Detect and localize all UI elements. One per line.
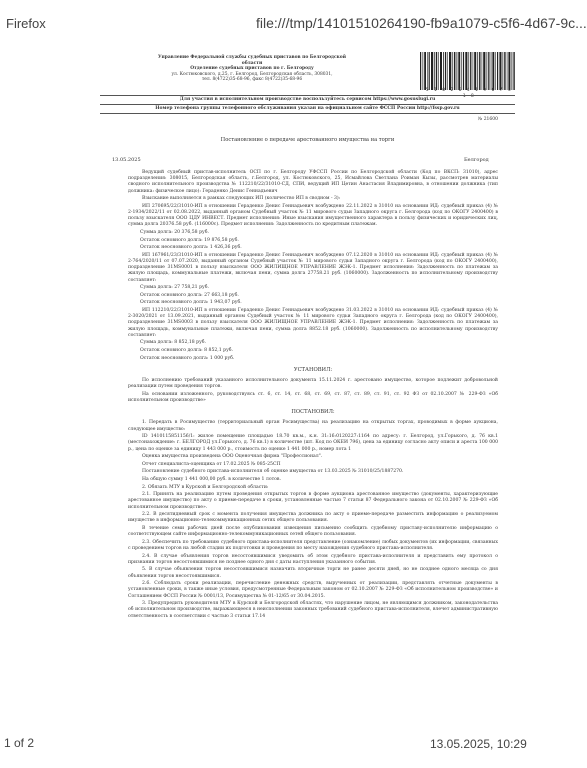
debt-line: Остаток неосновного долга: 1 426,36 руб. — [140, 245, 242, 251]
established-paragraph: На основании изложенного, руководствуясь ст. 6, ст. 14, ст. 68, ст. 69, ст. 87, ст. 89, ст. 91, ст. 92 ФЗ от 02.10.2007 № 229-ФЗ «Об исполнительном производстве» — [128, 391, 498, 403]
body-paragraph: Взыскание выполняется в рамках следующих ИП (количество ИП в сводном - 3): — [142, 196, 341, 202]
enforcement-case: ИП 270695/22/31010-ИП в отношении Гераденко Денис Геннадьевич возбуждено 22.11.2022 в 31010 на основании ИД: судебный приказ (4) № 2-1934/2022/11 от 02.08.2022, выданный органом Судебный участок № 11 мирового судьи Западного округа г. Белгорода (код по ОКОГУ 2400400) в пользу взыскателя ООО ЦДУ ИНВЕСТ. Предмет исполнения: Иные взыскания имущественного характера в пользу физических и юридических лиц, сумма долга 20376.58 руб. (116000с). Предмет исполнения: Задолженность по кредитным платежам. — [128, 203, 498, 228]
resolved-paragraph: 3. Предупредить руководителя МТУ в Курской и Белгородской областях, что нарушение лицом, не являющимся должником, законодательства об исполнительном производстве, выражающееся в неисполнении законных требований судебного пристава-исполнителя, влечет административную ответственность в соответствии с частью 3 статьи 17.14 — [128, 601, 498, 619]
document-city: Белгород — [464, 157, 489, 163]
document-id: № 21600 — [478, 117, 499, 122]
gosuslugi-notice: Для участия в исполнительном производстве воспользуйтесь сервисом https://www.gosuslugi.ru — [179, 97, 436, 102]
resolved-paragraph: 2.6. Соблюдать сроки реализации, перечисление денежных средств, вырученных от реализации, представлять отчетные документы в установленные сроки, в также иные условия, предусмотренные Федеральным законом от 02.10.2007 № 229-ФЗ «Об исполнительном производстве» и Соглашением ФССП России № 0001/13, Росимущества № 01-12/65 от 30.04.2015. — [128, 581, 498, 599]
resolved-paragraph: В течение семи рабочих дней после опубликования извещения письменно сообщить судебному приставу-исполнителю информацию о соответствующем сайте информационно-телекоммуникационных сетей общего пользования. — [128, 525, 498, 538]
resolved-paragraph: 2. Обязать МТУ в Курской и Белгородской области: — [142, 484, 269, 490]
header-divider — [100, 104, 515, 105]
resolved-paragraph: 5. В случае объявления торгов несостоявшимися назначить вторичные торги не ранее десяти дней, но не позднее одного месяца со дня объявления торгов несостоявшимися. — [128, 567, 498, 579]
resolved-paragraph: 2.2. В десятидневный срок с момента получения имущества должника по акту о приеме-передаче разместить информацию о реализуемом имуществе в информационно-телекоммуникационных сетях общего пользования. — [128, 512, 498, 524]
document-date: 13.05.2025 — [112, 157, 141, 163]
header-divider — [100, 113, 515, 114]
authority-header — [102, 55, 402, 83]
debt-line: Остаток неосновного долга: 1 000 руб. — [140, 355, 235, 361]
resolved-paragraph: Отчет специалиста-оценщика от 17.02.2025 № 085-25СП — [142, 461, 281, 467]
header-line: Управление Федеральной службы судебных приставов по Белгородской — [157, 55, 346, 60]
debt-line: Остаток неосновного долга: 1 943,07 руб. — [140, 300, 242, 306]
resolved-paragraph: 1. Передать в Росимущество (территориальный орган Росимущества) на реализацию на открытых торгах, проводимых в форме аукциона, следующее имущество: — [128, 420, 498, 432]
intro-paragraph: Ведущий судебный пристав-исполнитель ОСП по г. Белгороду УФССП России по Белгородской области (Код по ВКСП: 31010), адрес подразделения: 308015, Белгородская область, г.Белгород, ул. Костюковского, 25, Исмайлова Светлана Роиман Кызы, рассмотрев материалы сводного исполнительного производства № 112210/22/31010-СД, СПИ, ведущий ИП Цетин Анастасия Владимировна, в отношении должника (тип должника: физическое лицо): Гераденко Денис Геннадьевич — [128, 170, 498, 194]
debt-line: Остаток основного долга: 27 663,18 руб. — [140, 292, 239, 298]
header-divider — [100, 95, 515, 96]
header-address: ул. Костюковского, д.25, г. Белгород, Белгородская область, 308031, — [171, 71, 333, 77]
page-indicator: 1 of 2 — [4, 736, 35, 750]
resolved-paragraph: Оценка имущества произведена ООО Оценочная фирма "Профессионал". — [142, 454, 323, 460]
established-heading: УСТАНОВИЛ: — [293, 366, 333, 373]
header-phone: тел. 8(4722)35-68-96, факс 8(4722)35-68-96 — [201, 77, 303, 83]
resolved-paragraph: 2.1. Принять на реализацию путем проведения открытых торгов в форме аукциона арестованное имущество (документы, характеризующие арестованное имущество) по акту о приеме-передаче в сроки, установленные частью 7 статьи 87 Федерального закона от 02.10.2007 № 229-ФЗ «Об исполнительном производстве». — [128, 492, 498, 510]
resolved-paragraph: На общую сумму 1 441 000,00 руб. в количестве 1 лотов. — [142, 476, 281, 482]
browser-titlebar — [0, 0, 587, 40]
barcode-image — [420, 52, 515, 90]
enforcement-case: ИП 167961/23/31010-ИП в отношении Гераденко Денис Геннадьевич возбуждено 07.12.2020 в 31010 на основании ИД: судебный приказ (4) № 2-764/2020/11 от 07.07.2020, выданный органом Судебный участок № 11 мирового судьи Западного округа г. Белгорода (код по ОКОГУ 2400400), подразделение 31МS0001 в пользу взыскателя ООО ЖИЛИЩНОЕ УПРАВЛЕНИЕ ЖЭК-1. Предмет исполнения: Задолженность по платежам за жилую площадь, коммунальные платежи, включая пени, сумма долга 27758.21 руб. (1060000). Задолженность по исполнительному производству составляет: — [128, 252, 498, 283]
document-title: Постановление о передаче арестованного имущества на торги — [220, 137, 395, 143]
resolved-paragraph: 2.4. В случае объявления торгов несостоявшимися уведомить об этом судебного пристава-исполнителя и представить ему протокол о признании торгов несостоявшимися не позднее одного дня с даты наступления указанного события. — [128, 553, 498, 565]
document-page — [80, 40, 520, 735]
established-paragraph: По исполнению требований указанного исполнительного документа 15.11.2024 г. арестовано имущество, которое подлежит добровольной реализации путем проведения торгов. — [128, 377, 498, 390]
hotline-notice: Номер телефона группы телефонного обслуживания указан на официальном сайте ФССП России http://fssp.gov.ru — [155, 106, 460, 111]
resolved-paragraph: Постановление судебного пристава-исполнителя об оценке имущества от 13.03.2025 № 31010/25/1887270. — [142, 469, 404, 475]
resolved-paragraph: 2.3. Обеспечить по требованию судебного пристава-исполнителя представление (ознакомление) любых документов (их информации, связанных с проведением торгов на любой стадии их подготовки и проведения по месту нахождения судебного пристава-исполнителя. — [128, 539, 498, 551]
debt-line: Остаток основного долга: 19 876,58 руб. — [140, 237, 239, 243]
header-line: области — [241, 60, 263, 66]
barcode-number: 5 1 0 2 6 4 1 9 0 7 3 1 8 — [425, 88, 513, 100]
property-description: ID 1410115851156/1: жилое помещение площадью 18.70 кв.м., к.н. 31:16:0120227:1164 по адресу: г. Белгород, ул.Горького, д. 76 кв.1 (местонахождение: г. БЕЛГОРОД ул.Горького, д. 76 кв.1) в количестве (шт. Код по ОКЕИ 796), цена за единицу согласно акту описи и ареста 100 000 р., цена по оценке за единицу 1 443 000 р., стоимость по оценке 1 441 000 р., номер лота 1 — [128, 434, 498, 452]
debt-line: Сумма долга: 27 758,21 руб. — [140, 285, 209, 291]
debt-line: Сумма долга: 20 376,58 руб. — [140, 230, 209, 235]
url-text[interactable]: file:///tmp/14101510264190-fb9a1079-c5f6-4d67-9c... — [256, 15, 587, 31]
debt-line: Сумма долга: 8 852,18 руб. — [140, 340, 207, 346]
print-datetime: 13.05.2025, 10:29 — [430, 737, 527, 751]
header-line: Отделение судебных приставов по г. Белгороду — [190, 66, 314, 72]
enforcement-case: ИП 112210/22/31010-ИП в отношении Гераденко Денис Геннадьевич возбуждено 31.03.2022 в 31010 на основании ИД: судебный приказ (4) № 2-3020/2021 от 13.09.2021, выданный органом Судебный участок № 11 мирового судьи Западного округа г. Белгорода (код по ОКОГУ 2400400), подразделение 31МS0003 в пользу взыскателя ООО ЖИЛИЩНОЕ УПРАВЛЕНИЕ ЖЭК-1. Предмет исполнения: Задолженность по платежам за жилую площадь, коммунальные платежи, включая пени, сумма долга 8852.18 руб. (1060000). Задолженность по исполнительному производству составляет: — [128, 307, 498, 338]
debt-line: Остаток основного долга: 8 852,1 руб. — [140, 347, 233, 353]
resolved-heading: ПОСТАНОВИЛ: — [291, 409, 335, 416]
document-body — [128, 170, 498, 621]
app-title: Firefox — [6, 16, 46, 31]
